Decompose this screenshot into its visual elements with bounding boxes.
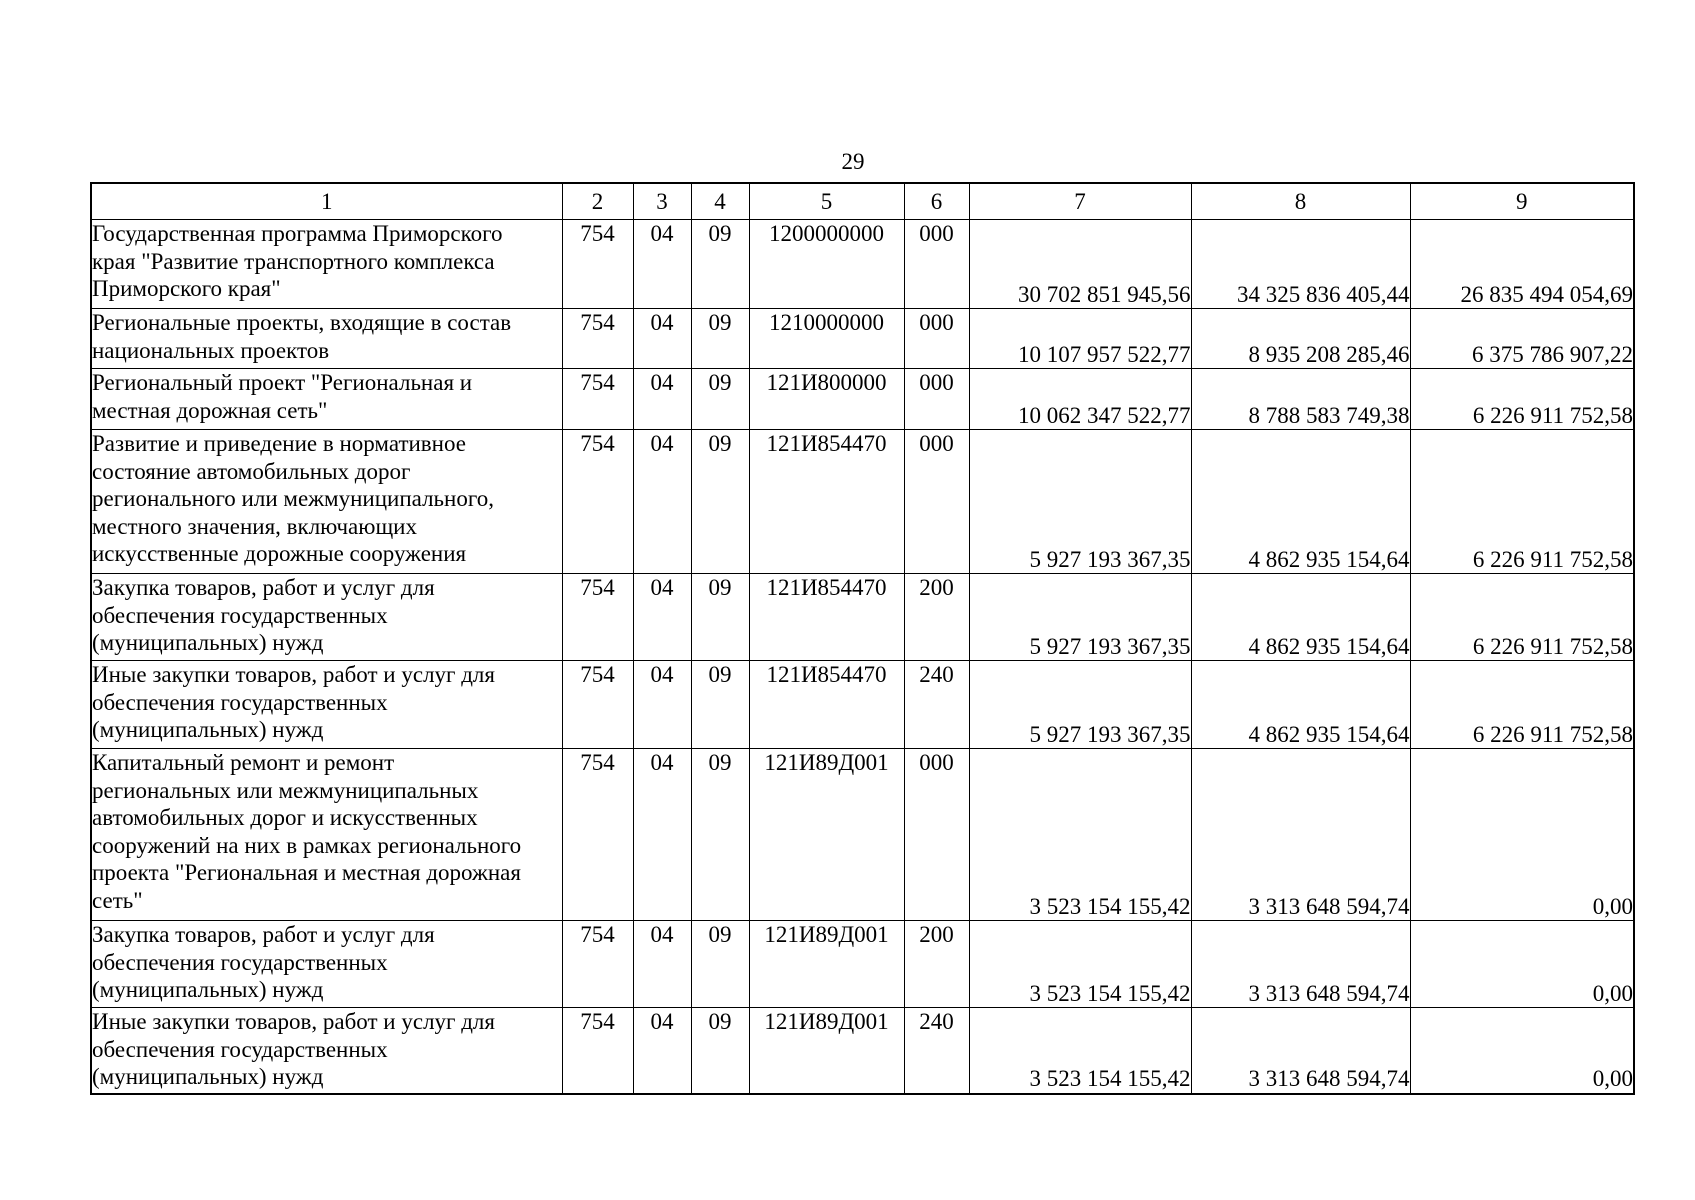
table-header-row — [91, 183, 1634, 220]
item-name-cell: Иные закупки товаров, работ и услуг для обеспечения государственных (муниципальных) нужд — [91, 1008, 562, 1094]
expense-type-code-cell: 200 — [904, 574, 969, 661]
admin-code-cell: 754 — [562, 749, 633, 921]
admin-code-cell: 754 — [562, 220, 633, 309]
amount-8-cell: 4 862 935 154,64 — [1191, 574, 1410, 661]
amount-7-cell: 3 523 154 155,42 — [969, 749, 1191, 921]
amount-9-cell: 6 226 911 752,58 — [1410, 369, 1634, 430]
amount-8-cell: 4 862 935 154,64 — [1191, 430, 1410, 574]
table-row — [91, 1008, 1634, 1094]
section-code-cell: 04 — [633, 921, 691, 1008]
target-code-cell: 1210000000 — [749, 309, 904, 369]
subsection-code-cell: 09 — [691, 574, 749, 661]
table-row — [91, 430, 1634, 574]
subsection-code-cell: 09 — [691, 921, 749, 1008]
target-code-cell: 121И854470 — [749, 574, 904, 661]
expense-type-code-cell: 000 — [904, 220, 969, 309]
target-code-cell: 121И800000 — [749, 369, 904, 430]
table-row — [91, 661, 1634, 749]
amount-9-cell: 6 226 911 752,58 — [1410, 661, 1634, 749]
admin-code-cell: 754 — [562, 574, 633, 661]
amount-7-cell: 3 523 154 155,42 — [969, 921, 1191, 1008]
section-code-cell: 04 — [633, 220, 691, 309]
amount-7-cell: 5 927 193 367,35 — [969, 574, 1191, 661]
amount-8-cell: 8 788 583 749,38 — [1191, 369, 1410, 430]
subsection-code-cell: 09 — [691, 309, 749, 369]
amount-9-cell: 0,00 — [1410, 749, 1634, 921]
table-row — [91, 309, 1634, 369]
column-header-4: 4 — [691, 183, 749, 220]
section-code-cell: 04 — [633, 309, 691, 369]
column-header-5: 5 — [749, 183, 904, 220]
amount-7-cell: 5 927 193 367,35 — [969, 661, 1191, 749]
item-name-cell: Региональный проект "Региональная и местная дорожная сеть" — [91, 369, 562, 430]
expense-type-code-cell: 000 — [904, 309, 969, 369]
amount-7-cell: 3 523 154 155,42 — [969, 1008, 1191, 1094]
subsection-code-cell: 09 — [691, 749, 749, 921]
section-code-cell: 04 — [633, 574, 691, 661]
amount-9-cell: 0,00 — [1410, 921, 1634, 1008]
amount-9-cell: 6 226 911 752,58 — [1410, 430, 1634, 574]
amount-7-cell: 10 107 957 522,77 — [969, 309, 1191, 369]
item-name-cell: Закупка товаров, работ и услуг для обеспечения государственных (муниципальных) нужд — [91, 921, 562, 1008]
column-header-9: 9 — [1410, 183, 1634, 220]
amount-7-cell: 10 062 347 522,77 — [969, 369, 1191, 430]
admin-code-cell: 754 — [562, 921, 633, 1008]
expense-type-code-cell: 000 — [904, 430, 969, 574]
expense-type-code-cell: 000 — [904, 369, 969, 430]
column-header-1: 1 — [91, 183, 562, 220]
table-row — [91, 921, 1634, 1008]
amount-8-cell: 34 325 836 405,44 — [1191, 220, 1410, 309]
subsection-code-cell: 09 — [691, 661, 749, 749]
amount-9-cell: 6 375 786 907,22 — [1410, 309, 1634, 369]
section-code-cell: 04 — [633, 661, 691, 749]
table-row — [91, 369, 1634, 430]
amount-8-cell: 8 935 208 285,46 — [1191, 309, 1410, 369]
item-name-cell: Иные закупки товаров, работ и услуг для обеспечения государственных (муниципальных) нужд — [91, 661, 562, 749]
amount-8-cell: 4 862 935 154,64 — [1191, 661, 1410, 749]
amount-7-cell: 5 927 193 367,35 — [969, 430, 1191, 574]
admin-code-cell: 754 — [562, 1008, 633, 1094]
section-code-cell: 04 — [633, 369, 691, 430]
item-name-cell: Закупка товаров, работ и услуг для обеспечения государственных (муниципальных) нужд — [91, 574, 562, 661]
section-code-cell: 04 — [633, 1008, 691, 1094]
target-code-cell: 121И89Д001 — [749, 921, 904, 1008]
column-header-8: 8 — [1191, 183, 1410, 220]
admin-code-cell: 754 — [562, 661, 633, 749]
amount-8-cell: 3 313 648 594,74 — [1191, 749, 1410, 921]
column-header-3: 3 — [633, 183, 691, 220]
page-number: 29 — [841, 149, 865, 174]
amount-7-cell: 30 702 851 945,56 — [969, 220, 1191, 309]
admin-code-cell: 754 — [562, 369, 633, 430]
subsection-code-cell: 09 — [691, 1008, 749, 1094]
target-code-cell: 1200000000 — [749, 220, 904, 309]
subsection-code-cell: 09 — [691, 430, 749, 574]
subsection-code-cell: 09 — [691, 220, 749, 309]
expense-type-code-cell: 000 — [904, 749, 969, 921]
item-name-cell: Региональные проекты, входящие в состав национальных проектов — [91, 309, 562, 369]
subsection-code-cell: 09 — [691, 369, 749, 430]
amount-9-cell: 0,00 — [1410, 1008, 1634, 1094]
target-code-cell: 121И854470 — [749, 430, 904, 574]
table-row — [91, 574, 1634, 661]
item-name-cell: Развитие и приведение в нормативное состояние автомобильных дорог регионального или межмуниципального, местного значения, включающих искусственные дорожные сооружения — [91, 430, 562, 574]
amount-9-cell: 6 226 911 752,58 — [1410, 574, 1634, 661]
admin-code-cell: 754 — [562, 430, 633, 574]
amount-8-cell: 3 313 648 594,74 — [1191, 921, 1410, 1008]
target-code-cell: 121И89Д001 — [749, 1008, 904, 1094]
amount-8-cell: 3 313 648 594,74 — [1191, 1008, 1410, 1094]
amount-9-cell: 26 835 494 054,69 — [1410, 220, 1634, 309]
expense-type-code-cell: 240 — [904, 661, 969, 749]
column-header-2: 2 — [562, 183, 633, 220]
target-code-cell: 121И854470 — [749, 661, 904, 749]
admin-code-cell: 754 — [562, 309, 633, 369]
expense-type-code-cell: 240 — [904, 1008, 969, 1094]
expense-type-code-cell: 200 — [904, 921, 969, 1008]
section-code-cell: 04 — [633, 430, 691, 574]
table-row — [91, 220, 1634, 309]
item-name-cell: Капитальный ремонт и ремонт региональных или межмуниципальных автомобильных дорог и искусственных сооружений на них в рамках регионального проекта "Региональная и местная дорожная сеть" — [91, 749, 562, 921]
target-code-cell: 121И89Д001 — [749, 749, 904, 921]
column-header-7: 7 — [969, 183, 1191, 220]
budget-table — [90, 182, 1635, 1095]
table-row — [91, 749, 1634, 921]
column-header-6: 6 — [904, 183, 969, 220]
item-name-cell: Государственная программа Приморского края "Развитие транспортного комплекса Приморского края" — [91, 220, 562, 309]
section-code-cell: 04 — [633, 749, 691, 921]
